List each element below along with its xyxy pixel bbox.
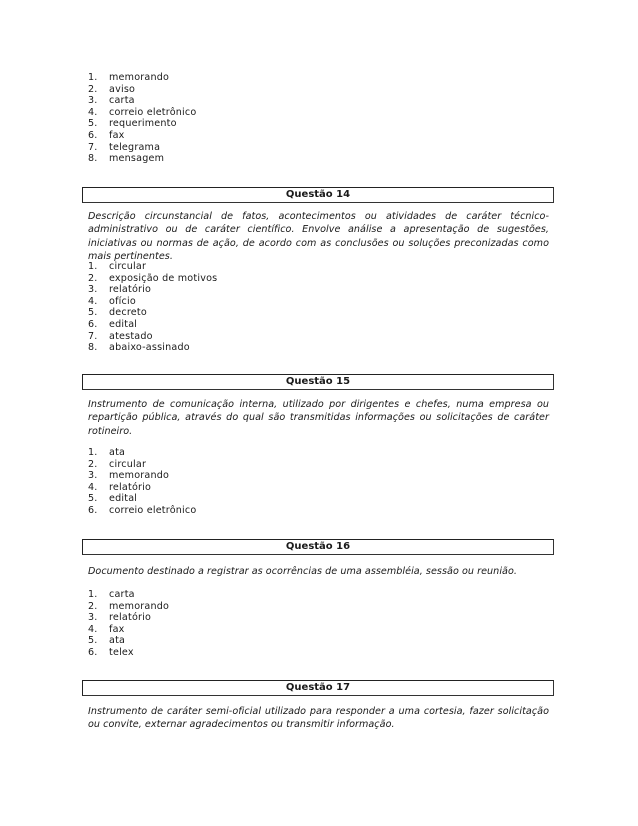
question-15-header: Questão 15 [82,374,554,390]
list-item: 2. circular [88,458,147,470]
list-item: 3. carta [88,95,135,107]
list-item: 6. correio eletrônico [88,504,197,516]
list-item: 3. relatório [88,612,152,624]
list-item: 1. circular [88,261,147,272]
list-item: 1. ata [88,447,126,458]
list-item: 6. edital [88,318,138,330]
list-item: 4. correio eletrônico [88,106,197,118]
list-item: 7. atestado [88,330,153,342]
list-item: 1. carta [88,589,135,600]
question-15-text: Instrumento de comunicação interna, utilizado por dirigentes e chefes, numa empresa ou repartição pública, através do qual são transmitidas informações ou solicitações de caráter rotineiro. [88,399,549,437]
list-item: 5. edital [88,493,138,505]
list-item: 2. exposição de motivos [88,272,218,284]
question-14-text: Descrição circunstancial de fatos, acontecimentos ou atividades de caráter técnico-administrativo ou de caráter científico. Envolve análise a apresentação de sugestões, iniciativas ou normas de ação, de acordo com as conclusões ou soluções preconizadas como mais pertinentes. [88,211,549,262]
question-16-options [88,589,169,659]
list-item: 8. abaixo-assinado [88,342,190,354]
list-item: 2. memorando [88,600,170,612]
list-item: 7. telegrama [88,141,161,153]
question-17-header: Questão 17 [82,680,554,696]
list-item: 1. memorando [88,72,170,83]
question-16-text: Documento destinado a registrar as ocorrências de uma assembléia, sessão ou reunião. [88,566,517,577]
list-item: 5. decreto [88,307,147,319]
question-14-header: Questão 14 [82,187,554,203]
list-item: 8. mensagem [88,153,165,165]
question-17-text: Instrumento de caráter semi-oficial utilizado para responder a uma cortesia, fazer solicitação ou convite, externar agradecimentos ou transmitir informação. [88,706,549,731]
question-15-options [88,447,196,517]
list-item: 5. ata [88,635,126,647]
option-list-prev [88,72,196,165]
list-item: 6. fax [88,129,125,141]
question-14-options [88,261,217,354]
list-item: 6. telex [88,646,134,658]
list-item: 3. memorando [88,470,170,482]
list-item: 4. relatório [88,481,152,493]
list-item: 3. relatório [88,284,152,296]
question-16-header: Questão 16 [82,539,554,555]
list-item: 4. ofício [88,295,136,307]
list-item: 4. fax [88,623,125,635]
list-item: 2. aviso [88,83,136,95]
list-item: 5. requerimento [88,118,177,130]
